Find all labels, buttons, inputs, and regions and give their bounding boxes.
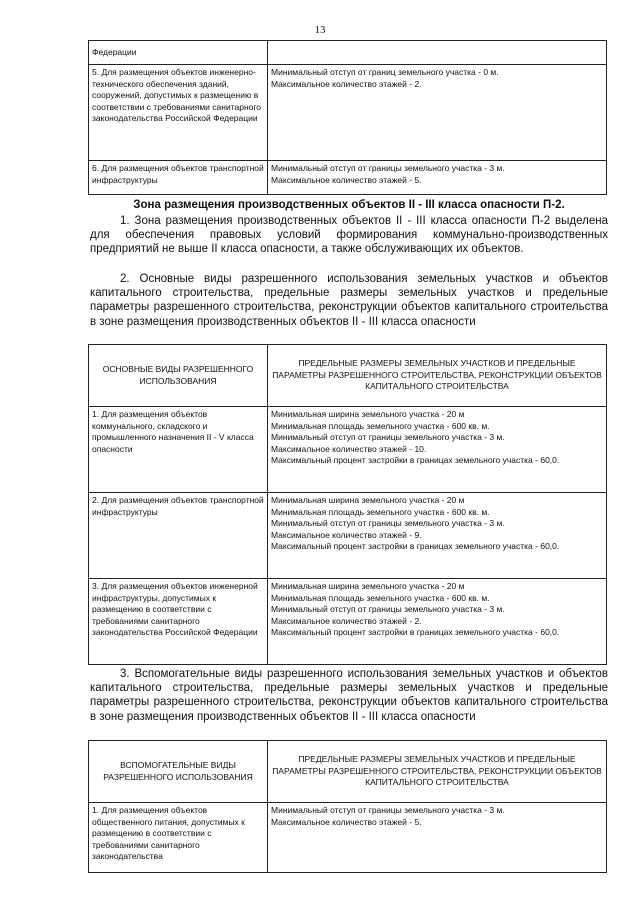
parameter-line: Максимальное количество этажей - 5. bbox=[271, 174, 422, 185]
parameter-line: Минимальный отступ от границ земельного участка - 0 м. bbox=[271, 67, 499, 77]
table-row bbox=[89, 407, 607, 493]
table-auxiliary-uses bbox=[88, 740, 607, 873]
parameter-line: Минимальная ширина земельного участка - 20 м bbox=[271, 495, 465, 505]
paragraph-3: 3. Вспомогательные виды разрешенного использования земельных участков и объектов капитального строительства, предельные размеры земельных участков и предельные параметры разрешенного строительства, реконструкции объектов капитального строительства в зоне размещения производственных объектов II - III класса опасности bbox=[90, 668, 608, 723]
parameter-line: Минимальный отступ от границы земельного участка - 3 м. bbox=[271, 518, 505, 528]
parameter-line: Минимальный отступ от границы земельного участка - 3 м. bbox=[271, 163, 505, 173]
table-cell-right bbox=[268, 161, 607, 195]
paragraph-2: 2. Основные виды разрешенного использования земельных участков и объектов капитального строительства, предельные размеры земельных участков и предельные параметры разрешенного строительства, реконструкции объектов капитального строительства в зоне размещения производственных объектов II - III класса опасности bbox=[90, 273, 608, 328]
table-cell-left: 5. Для размещения объектов инженерно-технического обеспечения зданий, сооружений, допустимых к размещению в соответствии с требованиями санитарного законодательства Российской Федерации bbox=[89, 65, 268, 161]
table-cell-left: Федерации bbox=[89, 41, 268, 65]
header-cell-right: ПРЕДЕЛЬНЫЕ РАЗМЕРЫ ЗЕМЕЛЬНЫХ УЧАСТКОВ И ПРЕДЕЛЬНЫЕ ПАРАМЕТРЫ РАЗРЕШЕННОГО СТРОИТЕЛЬСТВА, РЕКОНСТРУКЦИИ ОБЪЕКТОВ КАПИТАЛЬНОГО СТРОИТЕЛЬСТВА bbox=[268, 345, 607, 407]
parameter-line: Максимальное количество этажей - 5. bbox=[271, 816, 422, 827]
header-cell-right: ПРЕДЕЛЬНЫЕ РАЗМЕРЫ ЗЕМЕЛЬНЫХ УЧАСТКОВ И ПРЕДЕЛЬНЫЕ ПАРАМЕТРЫ РАЗРЕШЕННОГО СТРОИТЕЛЬСТВА, РЕКОНСТРУКЦИИ ОБЪЕКТОВ КАПИТАЛЬНОГО СТРОИТЕЛЬСТВА bbox=[268, 741, 607, 803]
parameter-line: Максимальное количество этажей - 2. bbox=[271, 615, 422, 626]
table-cell-left: 3. Для размещения объектов инженерной инфраструктуры, допустимых к размещению в соответствии с требованиями санитарного законодательства Российской Федерации bbox=[89, 579, 268, 665]
table-cell-right bbox=[268, 41, 607, 65]
table-row bbox=[89, 161, 607, 195]
zone-title: Зона размещения производственных объектов II - III класса опасности П-2. bbox=[133, 199, 565, 211]
table-cell-right bbox=[268, 579, 607, 665]
table-row bbox=[89, 493, 607, 579]
table-continuation bbox=[88, 40, 607, 195]
parameter-line: Максимальное количество этажей - 10. bbox=[271, 443, 427, 454]
table-cell-right bbox=[268, 407, 607, 493]
paragraph-1: 1. Зона размещения производственных объектов II - III класса опасности П-2 выделена для обеспечения правовых условий формирования коммунально-производственных предприятий не выше II класса опасности, а также обслуживающих их объектов. bbox=[90, 215, 608, 256]
parameter-line: Минимальный отступ от границы земельного участка - 3 м. bbox=[271, 604, 505, 614]
table-row bbox=[89, 579, 607, 665]
table-row bbox=[89, 41, 607, 65]
table-row bbox=[89, 65, 607, 161]
table-cell-right bbox=[268, 65, 607, 161]
parameter-line: Максимальный процент застройки в границах земельного участка - 60,0. bbox=[271, 541, 560, 551]
page-number: 13 bbox=[314, 24, 326, 36]
table-cell-right bbox=[268, 493, 607, 579]
parameter-line: Минимальная площадь земельного участка - 600 кв. м. bbox=[271, 420, 490, 431]
parameter-line: Минимальная ширина земельного участка - 20 м bbox=[271, 581, 465, 591]
parameter-line: Максимальный процент застройки в границах земельного участка - 60,0. bbox=[271, 627, 560, 637]
table-header-row bbox=[89, 741, 607, 803]
table-cell-left: 6. Для размещения объектов транспортной инфраструктуры bbox=[89, 161, 268, 195]
parameter-line: Минимальный отступ от границы земельного участка - 3 м. bbox=[271, 432, 505, 442]
parameter-line: Максимальное количество этажей - 9. bbox=[271, 529, 422, 540]
table-cell-right bbox=[268, 803, 607, 873]
header-cell-left: ВСПОМОГАТЕЛЬНЫЕ ВИДЫ РАЗРЕШЕННОГО ИСПОЛЬЗОВАНИЯ bbox=[89, 741, 268, 803]
table-header-row bbox=[89, 345, 607, 407]
parameter-line: Минимальная площадь земельного участка - 600 кв. м. bbox=[271, 592, 490, 603]
table-main-uses bbox=[88, 344, 607, 665]
header-cell-left: ОСНОВНЫЕ ВИДЫ РАЗРЕШЕННОГО ИСПОЛЬЗОВАНИЯ bbox=[89, 345, 268, 407]
parameter-line: Минимальная ширина земельного участка - 20 м bbox=[271, 409, 465, 419]
parameter-line: Минимальный отступ от границы земельного участка - 3 м. bbox=[271, 805, 505, 815]
parameter-line: Минимальная площадь земельного участка - 600 кв. м. bbox=[271, 506, 490, 517]
table-cell-left: 1. Для размещения объектов общественного питания, допустимых к размещению в соответствии с требованиями санитарного законодательства bbox=[89, 803, 268, 873]
table-row bbox=[89, 803, 607, 873]
parameter-line: Максимальное количество этажей - 2. bbox=[271, 78, 422, 89]
parameter-line: Максимальный процент застройки в границах земельного участка - 60,0. bbox=[271, 455, 560, 465]
table-cell-left: 1. Для размещения объектов коммунального, складского и промышленного назначения II - V класса опасности bbox=[89, 407, 268, 493]
table-cell-left: 2. Для размещения объектов транспортной инфраструктуры bbox=[89, 493, 268, 579]
